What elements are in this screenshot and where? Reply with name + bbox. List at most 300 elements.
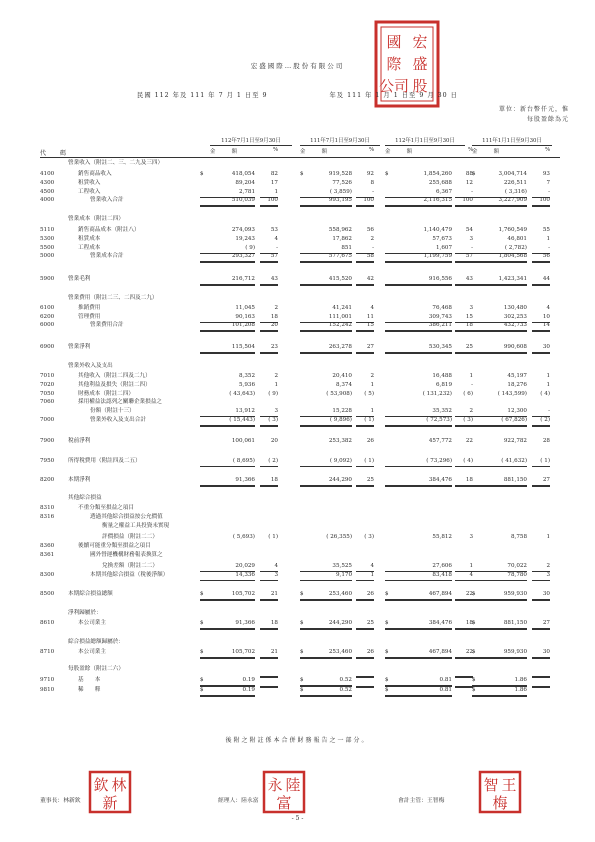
- pct-cell: 30: [532, 590, 550, 601]
- pct-header-1: %: [369, 147, 375, 153]
- pct-cell: ( 5): [364, 391, 374, 397]
- amount-cell: ( 41,632): [472, 457, 527, 467]
- pct-cell: ( 1): [268, 534, 278, 540]
- pct-cell: 7: [546, 180, 550, 186]
- code-column-header: 代 碼: [40, 150, 71, 157]
- pct-cell: -: [532, 407, 550, 417]
- row-code: 6200: [40, 314, 55, 320]
- table-row: [0, 504, 595, 513]
- pct-header-3: %: [545, 147, 551, 153]
- amount-cell: 8,758: [510, 534, 527, 540]
- amount-cell: 432,733: [472, 321, 527, 332]
- row-label: 稅前淨利: [68, 438, 91, 444]
- pct-cell: 30: [532, 648, 550, 659]
- amount-cell: 41,241: [332, 305, 352, 311]
- pct-cell: ( 3): [260, 416, 278, 427]
- pct-cell: 18: [455, 321, 473, 332]
- report-period-right: 年及 111 年 1 月 1 日至 9 月 30 日: [329, 92, 458, 99]
- amount-cell: 530,345: [385, 343, 452, 354]
- row-code: 7010: [40, 373, 55, 379]
- amount-cell: 415,520: [300, 275, 352, 286]
- table-row: [0, 343, 595, 352]
- row-label: 本期其他綜合損益（稅後淨額）: [90, 572, 169, 578]
- pct-cell: 1: [455, 562, 473, 572]
- amount-cell: $ 0.81: [385, 676, 452, 687]
- amount-cell: $ 1.86: [472, 686, 527, 697]
- pct-cell: [455, 676, 473, 678]
- row-label: 營業毛利: [68, 276, 91, 282]
- amount-cell: 152,242: [300, 321, 352, 332]
- pct-cell: ( 6): [463, 391, 473, 397]
- row-label: 國外營運機構財務報表換算之: [90, 552, 163, 558]
- pct-cell: ( 3): [364, 534, 374, 540]
- row-label: 管理費用: [78, 314, 101, 320]
- amount-cell: 226,511: [503, 180, 527, 186]
- pct-cell: 4: [370, 305, 374, 311]
- pct-cell: 30: [532, 343, 550, 354]
- table-row: [0, 551, 595, 560]
- row-label: 本期綜合損益總額: [68, 591, 113, 597]
- row-code: 5900: [40, 276, 55, 282]
- pct-cell: 3: [532, 571, 550, 581]
- row-label: 租賃成本: [78, 236, 101, 242]
- amount-cell: 13,912: [200, 407, 255, 417]
- row-label: 營業外收入及支出: [68, 363, 113, 369]
- pct-cell: 21: [260, 648, 278, 659]
- amount-header-0: 金 額: [210, 149, 237, 155]
- amount-cell: 130,480: [503, 305, 527, 311]
- amount-cell: 510,039: [200, 196, 255, 207]
- svg-text:智: 智: [483, 776, 499, 794]
- pct-cell: 1: [546, 373, 550, 379]
- amount-cell: $ 0.52: [300, 686, 352, 697]
- amount-cell: $ 253,460: [300, 590, 352, 601]
- pct-cell: 1: [356, 571, 374, 581]
- row-label: 基 本: [78, 677, 101, 683]
- amount-cell: ( 9,092): [300, 457, 352, 467]
- row-code: 7020: [40, 382, 55, 388]
- pct-cell: 10: [532, 313, 550, 323]
- amount-cell: 111,001: [300, 313, 352, 323]
- table-row: [0, 235, 595, 244]
- table-row: [0, 619, 595, 628]
- amount-cell: ( 143,599): [497, 391, 527, 397]
- report-period-left: 民國 112 年及 111 年 7 月 1 日至 9: [137, 92, 268, 99]
- row-label: 本期淨利: [68, 477, 91, 483]
- table-row: [0, 159, 595, 168]
- unit-note-eps: 每股盈餘為元: [526, 116, 569, 123]
- amount-cell: 1,607: [385, 244, 452, 254]
- amount-cell: ( 53,908): [326, 391, 352, 397]
- pct-cell: 4: [455, 571, 473, 581]
- row-code: 6900: [40, 344, 55, 350]
- pct-cell: -: [260, 244, 278, 254]
- chairman-seal-icon: [88, 770, 132, 814]
- amount-cell: $ 91,366: [200, 619, 255, 630]
- pct-cell: [260, 686, 278, 688]
- table-row: [0, 533, 595, 542]
- row-label: 淨利歸屬於：: [68, 610, 102, 616]
- pct-cell: 18: [260, 313, 278, 323]
- table-row: [0, 275, 595, 284]
- pct-cell: 3: [260, 407, 278, 417]
- row-label: 銷售商品成本（附註八）: [78, 227, 140, 233]
- amount-cell: 57,673: [432, 236, 452, 242]
- amount-cell: 274,093: [231, 227, 255, 233]
- table-row: [0, 381, 595, 390]
- amount-cell: ( 131,232): [422, 391, 452, 397]
- amount-cell: 46,801: [507, 236, 527, 242]
- pct-cell: 18: [455, 476, 473, 487]
- amount-cell: 253,382: [328, 438, 352, 444]
- amount-cell: 993,195: [300, 196, 352, 207]
- svg-text:林: 林: [111, 776, 127, 794]
- table-row: [0, 676, 595, 685]
- row-label: 兌換差額（附註二二）: [102, 563, 158, 569]
- pct-cell: 27: [532, 619, 550, 630]
- pct-cell: 44: [532, 275, 550, 286]
- pct-cell: 88: [465, 171, 473, 177]
- pct-cell: 100: [532, 196, 550, 207]
- table-row: [0, 215, 595, 224]
- pct-cell: 57: [455, 252, 473, 263]
- amount-cell: ( 9,896): [300, 416, 352, 427]
- pct-cell: 20: [270, 438, 278, 444]
- pct-cell: 3: [469, 236, 473, 242]
- svg-text:王: 王: [501, 776, 517, 794]
- amount-cell: 255,688: [428, 180, 452, 186]
- table-row: [0, 686, 595, 695]
- header-rule: [40, 157, 560, 158]
- amount-cell: ( 15,443): [200, 416, 255, 427]
- amount-cell: 263,278: [300, 343, 352, 354]
- amount-cell: 78,780: [472, 571, 527, 581]
- row-label: 工程收入: [78, 189, 101, 195]
- amount-cell: 881,150: [472, 476, 527, 487]
- row-code: 7060: [40, 399, 55, 405]
- pct-cell: 42: [356, 275, 374, 286]
- table-row: [0, 665, 595, 674]
- table-row: [0, 571, 595, 580]
- svg-text:新: 新: [102, 794, 118, 812]
- pct-cell: 1: [469, 373, 473, 379]
- pct-cell: -: [356, 188, 374, 198]
- amount-cell: $ 0.52: [300, 676, 352, 687]
- amount-cell: 20,410: [332, 373, 352, 379]
- table-row: [0, 638, 595, 647]
- row-label: 評價損益（附註二二）: [102, 534, 158, 540]
- svg-text:富: 富: [276, 794, 292, 812]
- table-row: [0, 609, 595, 618]
- amount-cell: 89,204: [235, 180, 255, 186]
- row-label: 推銷費用: [78, 305, 101, 311]
- pct-cell: 2: [274, 373, 278, 379]
- amount-cell: $ 105,702: [200, 648, 255, 659]
- pct-cell: 22: [465, 438, 473, 444]
- pct-cell: ( 9): [268, 391, 278, 397]
- amount-cell: 1,423,341: [472, 275, 527, 286]
- amount-cell: 15,228: [300, 407, 352, 417]
- pct-cell: -: [532, 244, 550, 254]
- table-row: [0, 372, 595, 381]
- table-row: [0, 476, 595, 485]
- amount-cell: $ 467,894: [385, 648, 452, 659]
- amount-cell: 216,712: [200, 275, 255, 286]
- amount-cell: 8,374: [335, 382, 352, 388]
- amount-cell: $ 1,854,260: [385, 171, 452, 177]
- row-code: 8310: [40, 505, 55, 511]
- amount-cell: 922,782: [503, 438, 527, 444]
- table-row: [0, 398, 595, 407]
- row-code: 7050: [40, 391, 55, 397]
- manager-signature: 經理人：陸永富: [218, 798, 259, 804]
- amount-cell: 35,525: [300, 562, 352, 572]
- period-header-3: 111年1月1日至9月30日: [472, 136, 552, 146]
- row-code: 8361: [40, 552, 55, 558]
- table-row: [0, 252, 595, 261]
- row-code: 9810: [40, 687, 55, 693]
- amount-cell: 35,352: [385, 407, 452, 417]
- pct-cell: 18: [455, 619, 473, 630]
- period-header-1: 111年7月1日至9月30日: [300, 136, 380, 146]
- row-label: 不重分類至損益之項目: [78, 505, 134, 511]
- amount-cell: 1,199,759: [385, 252, 452, 263]
- pct-cell: 15: [455, 313, 473, 323]
- amount-cell: 101,208: [200, 321, 255, 332]
- amount-cell: 302,253: [472, 313, 527, 323]
- amount-cell: ( 72,573): [385, 416, 452, 427]
- pct-cell: 4: [260, 562, 278, 572]
- accountant-signature: 會計主管：王智梅: [398, 798, 445, 804]
- pct-cell: 100: [455, 196, 473, 207]
- unit-note: 單位：新台幣仟元，惟: [498, 106, 569, 113]
- amount-header-3: 金 額: [472, 149, 499, 155]
- amount-cell: 12,300: [472, 407, 527, 417]
- footer-note: 後附之附註係本合併財務報告之一部分。: [225, 737, 370, 744]
- pct-cell: 1: [370, 382, 374, 388]
- row-code: 4000: [40, 197, 55, 203]
- table-row: [0, 170, 595, 179]
- row-label: 透過其他綜合損益按公允價值: [90, 514, 163, 520]
- amount-cell: 1,760,549: [498, 227, 527, 233]
- amount-cell: $ 919,528: [300, 171, 352, 177]
- table-row: [0, 179, 595, 188]
- svg-text:永: 永: [267, 776, 283, 794]
- pct-cell: 27: [532, 476, 550, 487]
- pct-cell: ( 2): [260, 457, 278, 467]
- amount-cell: 558,962: [328, 227, 352, 233]
- amount-cell: ( 8,695): [200, 457, 255, 467]
- amount-cell: 20,029: [200, 562, 255, 572]
- period-header-2: 112年1月1日至9月30日: [385, 136, 465, 146]
- row-code: 5300: [40, 236, 55, 242]
- pct-cell: 100: [260, 196, 278, 207]
- pct-cell: 17: [270, 180, 278, 186]
- table-row: [0, 226, 595, 235]
- table-row: [0, 321, 595, 330]
- pct-cell: 53: [270, 227, 278, 233]
- pct-cell: 1: [546, 534, 550, 540]
- amount-cell: 55,812: [432, 534, 452, 540]
- row-label: 所得稅費用（附註四及二五）: [68, 458, 141, 464]
- table-row: [0, 407, 595, 416]
- svg-text:國: 國: [386, 33, 402, 51]
- row-code: 7000: [40, 417, 55, 423]
- pct-cell: 21: [260, 590, 278, 601]
- row-code: 4500: [40, 189, 55, 195]
- pct-cell: 4: [274, 236, 278, 242]
- pct-cell: 26: [366, 438, 374, 444]
- table-row: [0, 196, 595, 205]
- pct-cell: -: [356, 244, 374, 254]
- amount-cell: 27,606: [385, 562, 452, 572]
- row-code: 5110: [40, 227, 55, 233]
- svg-text:陸: 陸: [285, 776, 301, 794]
- amount-cell: 2,781: [200, 188, 255, 198]
- row-label: 營業外收入及支出合計: [90, 417, 146, 423]
- pct-cell: ( 2): [532, 416, 550, 427]
- report-period: [0, 90, 595, 99]
- accountant-seal-icon: [478, 770, 522, 814]
- pct-cell: 14: [532, 321, 550, 332]
- table-row: [0, 522, 595, 531]
- row-code: 7950: [40, 458, 55, 464]
- amount-cell: 6,367: [385, 188, 452, 198]
- row-label: 其他綜合損益: [68, 495, 102, 501]
- pct-cell: 58: [356, 252, 374, 263]
- company-name: 宏盛國際…股份有限公司: [250, 62, 345, 70]
- row-label: 後續可能重分類至損益之項目: [78, 543, 151, 549]
- row-label: 採用權益法認列之關聯企業損益之: [78, 399, 162, 405]
- amount-cell: 309,743: [385, 313, 452, 323]
- amount-cell: $ 253,460: [300, 648, 352, 659]
- amount-cell: 457,772: [428, 438, 452, 444]
- pct-cell: ( 1): [532, 457, 550, 467]
- pct-cell: 3: [469, 534, 473, 540]
- amount-cell: $ 418,054: [200, 171, 255, 177]
- table-row: [0, 437, 595, 446]
- row-code: 8500: [40, 591, 55, 597]
- pct-cell: ( 1): [356, 416, 374, 427]
- row-code: 8360: [40, 543, 55, 549]
- svg-text:宏: 宏: [412, 33, 428, 51]
- row-label: 其他利益及損失（附註二四）: [78, 382, 151, 388]
- table-row: [0, 648, 595, 657]
- amount-cell: $ 467,894: [385, 590, 452, 601]
- row-label: 衡量之權益工具投資未實現: [102, 523, 170, 529]
- amount-cell: 2,116,315: [385, 196, 452, 207]
- amount-cell: ( 73,296): [385, 457, 452, 467]
- row-label: 財務成本（附註二四）: [78, 391, 134, 397]
- pct-cell: 27: [356, 343, 374, 354]
- amount-cell: $ 881,150: [472, 619, 527, 630]
- pct-cell: 55: [542, 227, 550, 233]
- row-label: 營業成本合計: [90, 253, 124, 259]
- row-code: 7900: [40, 438, 55, 444]
- row-label: 營業收入合計: [90, 197, 124, 203]
- row-label: 份額（附註十三）: [90, 408, 135, 414]
- pct-cell: 20: [260, 321, 278, 332]
- table-row: [0, 590, 595, 599]
- amount-cell: 16,488: [432, 373, 452, 379]
- chairman-signature: 董事長：林新欽: [40, 798, 81, 804]
- amount-cell: 83,418: [385, 571, 452, 581]
- row-code: 6100: [40, 305, 55, 311]
- pct-cell: 56: [366, 227, 374, 233]
- pct-cell: [356, 676, 374, 678]
- row-label: 其他收入（附註二四及二九）: [78, 373, 151, 379]
- pct-cell: 100: [356, 196, 374, 207]
- amount-cell: 115,504: [200, 343, 255, 354]
- pct-header-2: %: [468, 147, 474, 153]
- amount-cell: 244,290: [300, 476, 352, 487]
- period-header-0: 112年7月1日至9月30日: [210, 136, 292, 146]
- amount-cell: 19,243: [235, 236, 255, 242]
- pct-cell: 82: [270, 171, 278, 177]
- pct-cell: 2: [370, 236, 374, 242]
- amount-cell: 91,366: [200, 476, 255, 487]
- pct-cell: 3: [469, 305, 473, 311]
- row-code: 4100: [40, 171, 55, 177]
- row-code: 9710: [40, 677, 55, 683]
- amount-cell: 90,163: [200, 313, 255, 323]
- amount-cell: 100,061: [231, 438, 255, 444]
- pct-cell: -: [455, 188, 473, 198]
- amount-cell: 6,819: [435, 382, 452, 388]
- row-code: 8710: [40, 649, 55, 655]
- amount-cell: $ 105,702: [200, 590, 255, 601]
- pct-cell: ( 4): [455, 457, 473, 467]
- amount-cell: 11,045: [235, 305, 255, 311]
- pct-cell: -: [455, 244, 473, 254]
- table-row: [0, 513, 595, 522]
- pct-cell: 4: [356, 562, 374, 572]
- pct-cell: 25: [356, 619, 374, 630]
- amount-cell: 3,227,909: [472, 196, 527, 207]
- amount-cell: $ 3,004,714: [472, 171, 527, 177]
- pct-cell: 12: [465, 180, 473, 186]
- pct-cell: 43: [455, 275, 473, 286]
- row-label: 營業收入（附註二、三、二九及三四）: [68, 160, 164, 166]
- row-code: 8316: [40, 514, 55, 520]
- pct-cell: 3: [260, 571, 278, 581]
- pct-cell: 25: [356, 476, 374, 487]
- row-label: 綜合損益總額歸屬於：: [68, 639, 124, 645]
- row-label: 本公司業主: [78, 620, 106, 626]
- svg-text:盛: 盛: [412, 55, 428, 73]
- pct-cell: 54: [465, 227, 473, 233]
- amount-cell: 1,804,568: [472, 252, 527, 263]
- svg-text:欽: 欽: [93, 776, 109, 794]
- svg-text:際: 際: [386, 55, 402, 73]
- table-row: [0, 304, 595, 313]
- amount-cell: ( 26,355): [326, 534, 352, 540]
- pct-cell: 25: [455, 343, 473, 354]
- row-code: 5500: [40, 245, 55, 251]
- pct-header-0: %: [273, 147, 279, 153]
- pct-cell: ( 3): [455, 416, 473, 427]
- row-code: 8300: [40, 572, 55, 578]
- pct-cell: 11: [356, 313, 374, 323]
- amount-cell: $ 1.86: [472, 676, 527, 687]
- pct-cell: 1: [260, 188, 278, 198]
- pct-cell: 18: [260, 619, 278, 630]
- pct-cell: 56: [532, 252, 550, 263]
- row-label: 本公司業主: [78, 649, 106, 655]
- amount-cell: 384,476: [385, 476, 452, 487]
- amount-cell: 17,862: [332, 236, 352, 242]
- amount-cell: $ 959,930: [472, 648, 527, 659]
